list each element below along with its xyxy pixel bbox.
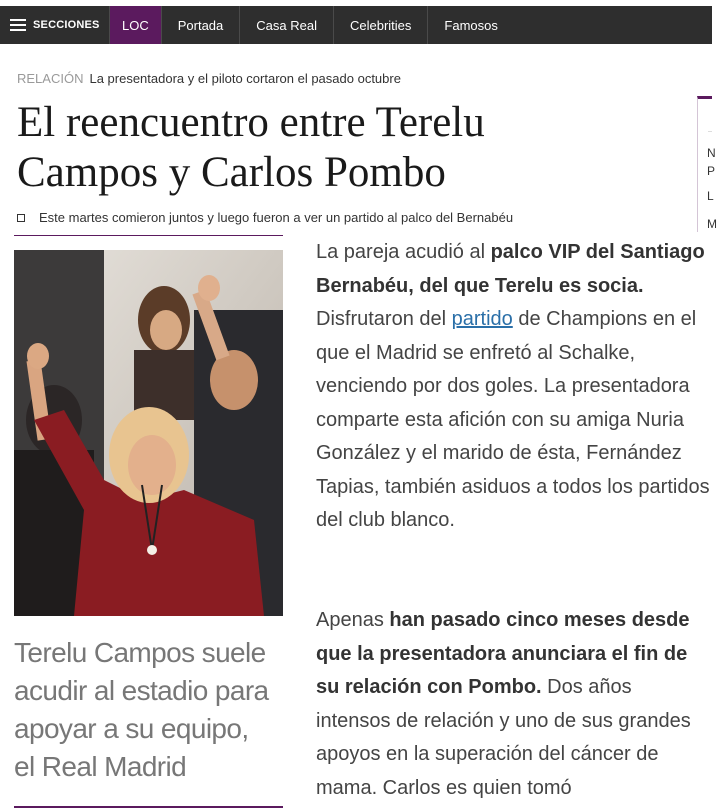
sidebar-item-3[interactable]: M [707, 217, 717, 231]
kicker-category[interactable]: RELACIÓN [17, 71, 84, 86]
subtitle-text: Este martes comieron juntos y luego fueron a ver un partido al palco del Bernabéu [39, 210, 514, 225]
partido-link[interactable]: partido [451, 308, 513, 330]
square-bullet-icon [17, 214, 25, 222]
paragraph-text: Apenas [316, 609, 390, 631]
sidebar-divider [708, 131, 712, 132]
sidebar-item-1b[interactable]: P [707, 164, 716, 178]
paragraph-text: Dos años intensos de relación y uno de sus grandes apoyos en la superación del cáncer de mama. Carlos es quien tomó [316, 676, 691, 799]
sections-label: SECCIONES [33, 19, 100, 31]
photo-caption: Terelu Campos suele acudir al estadio para apoyar a su equipo, el Real Madrid [14, 637, 269, 782]
paragraph-bold-text: han pasado cinco meses desde que la presentadora anunciara el fin de su relación con Pombo. [316, 609, 690, 698]
caption-divider [14, 806, 283, 808]
paragraph-text: de Champions en el que el Madrid se enfretó al Schalke, venciendo por dos goles. La presentadora comparte esta afición con su amiga Nuria González y el marido de ésta, Fernández Tapias, también asiduos a todos los partidos del club blanco. [316, 308, 710, 531]
nav-item-loc[interactable]: LOC [110, 6, 162, 44]
nav-item-famosos[interactable]: Famosos [444, 17, 498, 33]
paragraph-text: La pareja acudió al [316, 241, 491, 263]
article-subtitle [17, 210, 513, 225]
hamburger-menu-icon [10, 19, 26, 31]
nav-item-casa-real[interactable]: Casa Real [240, 6, 334, 44]
top-navigation [0, 6, 712, 44]
article-paragraph-1 [316, 236, 711, 538]
article-paragraph-2 [316, 604, 711, 805]
paragraph-text: Disfrutaron del [316, 308, 452, 330]
sidebar-item-2[interactable]: L [707, 189, 714, 203]
sidebar-item-1[interactable]: N [707, 146, 716, 160]
article-photo [14, 250, 283, 616]
nav-item-portada[interactable]: Portada [162, 6, 241, 44]
article-headline: El reencuentro entre Terelu Campos y Carlos Pombo [17, 99, 485, 196]
sections-menu-button[interactable] [0, 6, 110, 44]
paragraph-bold-text: palco VIP del Santiago Bernabéu, del que Terelu es socia. [316, 241, 705, 297]
nav-item-celebrities[interactable]: Celebrities [334, 6, 428, 44]
article-kicker [17, 71, 401, 86]
subtitle-divider [14, 235, 283, 236]
photo-illustration [14, 250, 283, 616]
kicker-text: La presentadora y el piloto cortaron el pasado octubre [89, 71, 401, 86]
